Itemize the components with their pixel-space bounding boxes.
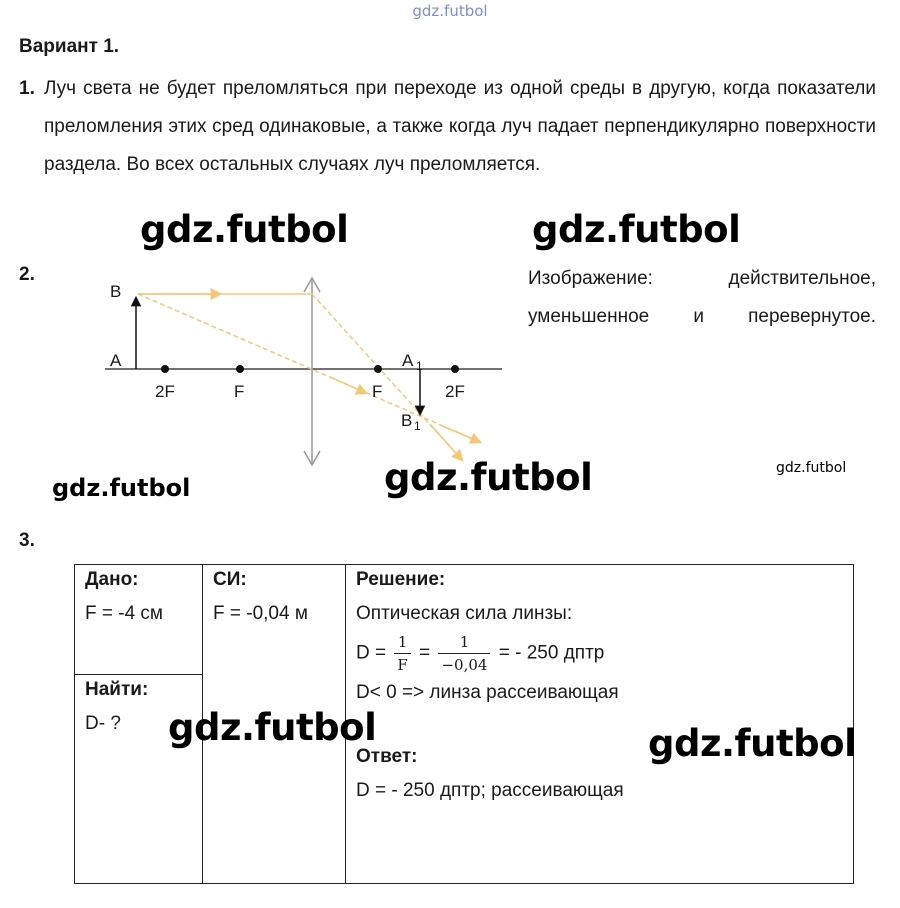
- task2-answer: Изображение: действительное, уменьшенное и перевернутое.: [528, 268, 876, 327]
- answer-value: D = - 250 дптр; рассеивающая: [356, 780, 624, 801]
- task3-number: 3.: [19, 530, 35, 551]
- find-header: Найти:: [85, 679, 149, 700]
- point-f-left: [236, 365, 244, 373]
- point-2f-left: [161, 365, 169, 373]
- solution-line3: D< 0 => линза рассеивающая: [356, 682, 619, 703]
- find-value: D- ?: [85, 713, 121, 734]
- watermark: gdz.futbol: [168, 706, 377, 749]
- label-b: B: [110, 282, 122, 301]
- label-f-right: F: [372, 382, 383, 401]
- formula: D = $\frac{1}{F}$ = $\frac{1}{-0,04}$ = - 250 дптр: [356, 633, 605, 674]
- light-rays: [138, 294, 480, 460]
- watermark: gdz.futbol: [532, 208, 741, 251]
- fraction-1-over-value: $\frac{1}{-0,04}$: [438, 633, 490, 674]
- lens-diagram: [0, 0, 520, 480]
- watermark: gdz.futbol: [384, 456, 593, 499]
- watermark: gdz.futbol: [776, 460, 847, 476]
- watermark: gdz.futbol: [140, 208, 349, 251]
- watermark: gdz.futbol: [648, 722, 857, 765]
- point-f-right: [374, 365, 382, 373]
- point-2f-right: [451, 365, 459, 373]
- task2-number: 2.: [19, 264, 35, 285]
- answer-header: Ответ:: [356, 746, 418, 767]
- given-header: Дано:: [85, 569, 139, 590]
- solution-line1: Оптическая сила линзы:: [356, 603, 573, 624]
- label-a: A: [110, 351, 122, 370]
- watermark-top: gdz.futbol: [412, 2, 488, 20]
- given-value: F = -4 см: [85, 603, 163, 624]
- label-f-left: F: [234, 382, 245, 401]
- label-b1-sub: 1: [414, 419, 421, 433]
- label-2f-right: 2F: [445, 382, 465, 401]
- page-title: Вариант 1.: [19, 36, 120, 57]
- fraction-1-over-f: $\frac{1}{F}$: [394, 633, 410, 674]
- si-value: F = -0,04 м: [213, 603, 308, 624]
- si-header: СИ:: [213, 569, 247, 590]
- watermark: gdz.futbol: [52, 474, 191, 502]
- task1-number: 1.: [19, 78, 35, 99]
- label-a1-sub: 1: [416, 359, 423, 373]
- label-b1: B: [401, 411, 413, 430]
- solution-header: Решение:: [356, 569, 446, 590]
- label-a1: A: [402, 351, 414, 370]
- task1-text: Луч света не будет преломляться при переходе из одной среды в другую, когда показатели преломления этих сред одинаковые, а также когда луч падает перпендикулярно поверхности раздела. Во всех остальных случаях луч преломляется.: [44, 78, 876, 175]
- given-cell: [75, 565, 203, 675]
- label-2f-left: 2F: [155, 382, 175, 401]
